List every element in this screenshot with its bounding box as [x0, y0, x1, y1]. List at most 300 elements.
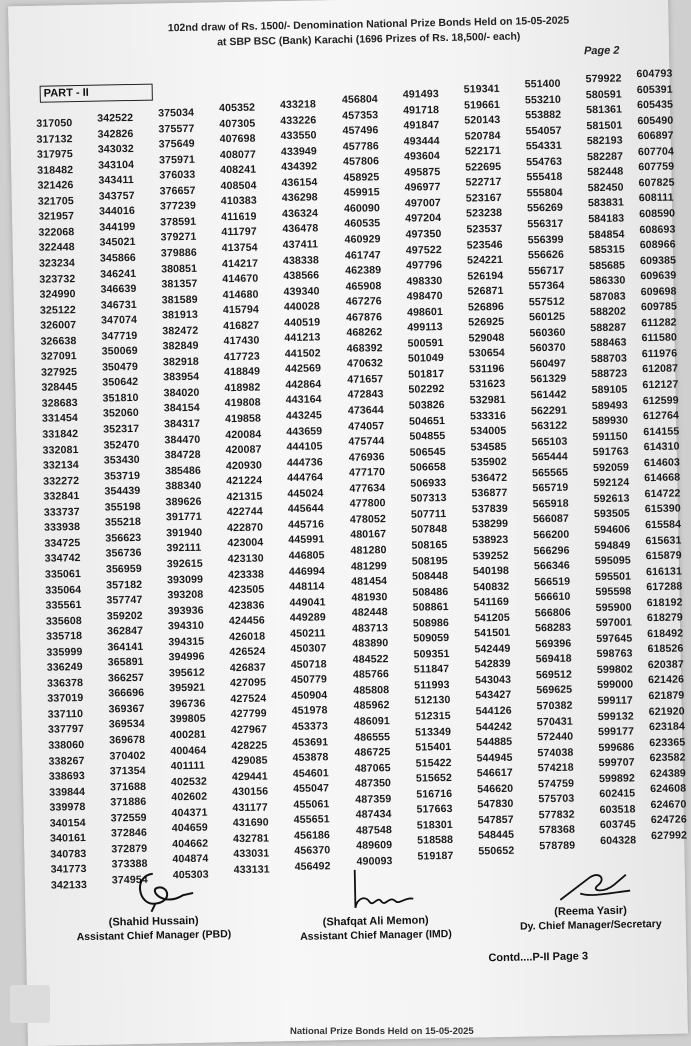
bond-number: 551400 — [524, 77, 561, 91]
bond-number: 377239 — [159, 200, 196, 213]
bond-number: 523238 — [466, 207, 503, 220]
bond-number: 344199 — [99, 220, 136, 234]
bond-number: 507848 — [411, 523, 448, 537]
signature-scribble-icon — [93, 865, 214, 917]
bond-number: 609639 — [640, 269, 677, 283]
bond-number: 540198 — [472, 564, 510, 578]
bond-number: 382849 — [162, 339, 199, 353]
bond-number: 356623 — [105, 531, 142, 545]
bond-number: 561442 — [530, 388, 567, 402]
bond-number: 589105 — [591, 383, 628, 397]
bond-number: 333938 — [43, 521, 81, 535]
bond-number: 586330 — [589, 274, 626, 288]
bond-number: 519661 — [463, 98, 501, 112]
bond-number: 589930 — [592, 414, 629, 428]
bond-number: 500591 — [407, 336, 444, 350]
bond-number: 334742 — [44, 552, 81, 566]
bond-number: 599117 — [597, 694, 633, 708]
bond-number: 486555 — [354, 730, 391, 744]
bond-number: 611580 — [641, 331, 678, 345]
bond-number: 483890 — [352, 637, 389, 651]
bond-number: 599707 — [598, 756, 635, 770]
bond-number: 375034 — [158, 106, 195, 120]
bond-number: 612599 — [642, 394, 679, 407]
bond-number: 450904 — [291, 689, 328, 702]
bond-number: 593505 — [593, 507, 630, 521]
bond-number: 342522 — [97, 111, 134, 125]
bond-number: 614603 — [643, 456, 681, 469]
bond-number: 501049 — [407, 352, 444, 366]
bond-number: 339844 — [49, 785, 86, 799]
bond-number: 515422 — [415, 756, 452, 770]
bond-number: 372879 — [111, 842, 148, 856]
bond-number: 507711 — [410, 507, 447, 521]
bond-number: 605391 — [636, 83, 673, 96]
bond-number: 340161 — [49, 832, 87, 845]
bond-number: 555418 — [526, 171, 563, 184]
bond-number: 322068 — [38, 225, 75, 239]
bond-number: 384154 — [163, 402, 200, 415]
bond-number: 506933 — [410, 476, 447, 490]
bond-number: 366257 — [107, 671, 145, 685]
bond-number: 379886 — [160, 246, 197, 260]
bond-number: 554057 — [525, 124, 562, 138]
bond-number: 443659 — [286, 424, 323, 438]
bond-number: 542839 — [474, 658, 511, 671]
bond-number: 335061 — [44, 567, 82, 581]
bond-number: 417430 — [223, 334, 260, 348]
part-label: PART - II — [40, 84, 153, 103]
bond-number: 599892 — [598, 772, 636, 785]
bond-number: 612764 — [642, 409, 680, 423]
signature-block-3 — [495, 862, 686, 934]
bond-number: 507313 — [410, 492, 447, 505]
bond-number: 455061 — [293, 798, 330, 811]
bond-number: 462389 — [345, 264, 382, 277]
corner-stamp — [10, 985, 50, 1023]
bond-number: 369367 — [108, 702, 145, 716]
bond-number: 346241 — [100, 267, 137, 281]
bond-number: 584183 — [588, 212, 625, 226]
bond-number: 450779 — [290, 673, 328, 687]
bond-number: 423836 — [228, 599, 265, 612]
bond-number: 456186 — [293, 829, 331, 842]
bond-number: 508195 — [411, 554, 448, 568]
bond-number: 582193 — [586, 134, 623, 148]
bond-number: 423130 — [227, 552, 264, 566]
bond-number: 430156 — [232, 785, 269, 799]
bond-number: 381913 — [161, 308, 199, 322]
bond-number: 491847 — [403, 119, 440, 132]
bond-number: 404659 — [171, 821, 208, 835]
bond-number: 608693 — [639, 223, 676, 236]
bond-number: 437411 — [282, 238, 319, 252]
bond-number: 357747 — [106, 593, 143, 607]
bond-number: 595900 — [595, 601, 632, 614]
bond-number: 347719 — [101, 329, 138, 343]
bond-number: 621920 — [648, 705, 685, 718]
bond-number: 531623 — [469, 378, 506, 391]
bond-number: 509351 — [413, 647, 450, 661]
bond-number: 508861 — [412, 601, 449, 614]
bond-number: 381357 — [161, 277, 198, 291]
bond-number: 332841 — [43, 490, 80, 503]
bond-number: 340783 — [50, 847, 87, 861]
bond-number: 588202 — [589, 305, 627, 319]
bond-number: 595095 — [594, 554, 631, 568]
bond-number: 340154 — [49, 816, 86, 830]
bond-number: 583831 — [587, 196, 625, 210]
bond-number: 532981 — [469, 393, 506, 407]
bond-number: 373388 — [111, 858, 148, 871]
bond-number: 592613 — [593, 492, 630, 506]
bond-number: 337019 — [47, 692, 84, 706]
bond-number: 372846 — [110, 827, 148, 840]
bond-number: 433218 — [279, 98, 317, 112]
bond-number: 497796 — [405, 259, 443, 272]
bond-number: 620387 — [647, 658, 684, 672]
bond-number: 351810 — [102, 391, 139, 405]
bond-number: 453691 — [292, 735, 329, 749]
bond-number: 522717 — [465, 176, 502, 189]
bond-number: 517663 — [416, 803, 453, 816]
bond-number: 618526 — [647, 642, 684, 656]
bond-number: 556717 — [528, 264, 565, 277]
bond-number: 498470 — [406, 290, 443, 303]
bond-number: 426018 — [229, 630, 266, 643]
bond-number: 439340 — [283, 285, 320, 298]
bond-number: 565565 — [532, 466, 569, 480]
bond-number: 574038 — [537, 746, 574, 759]
bond-number: 323234 — [38, 257, 76, 270]
bond-number: 582450 — [587, 181, 624, 195]
bond-number: 497522 — [405, 243, 442, 257]
bond-number: 440519 — [284, 316, 321, 329]
bond-number: 544242 — [475, 720, 513, 734]
bond-number: 550652 — [478, 844, 515, 858]
bond-number: 608111 — [638, 191, 674, 205]
bond-number: 421224 — [226, 474, 263, 488]
bond-number: 454601 — [292, 766, 329, 780]
bond-number: 522171 — [464, 145, 501, 158]
bond-number: 371354 — [109, 764, 146, 778]
bond-number: 342133 — [50, 878, 88, 892]
bond-number: 497350 — [405, 227, 442, 241]
bond-number: 618192 — [646, 596, 683, 609]
bond-number: 411797 — [221, 225, 257, 239]
bond-number: 544126 — [475, 704, 512, 718]
bond-number: 480167 — [350, 528, 387, 542]
bond-number: 429085 — [231, 754, 268, 768]
bond-number: 401111 — [170, 759, 205, 773]
document-header — [158, 13, 578, 51]
bond-number: 423004 — [227, 536, 264, 550]
bond-number: 566806 — [534, 606, 571, 620]
bond-number: 481930 — [351, 590, 388, 604]
bond-number: 519187 — [417, 849, 454, 863]
bond-number: 384317 — [164, 417, 201, 431]
bond-number: 352060 — [102, 407, 139, 421]
bond-number: 419858 — [224, 412, 262, 426]
bond-number: 317132 — [36, 132, 73, 146]
bond-number: 568283 — [534, 621, 572, 635]
bond-number: 548445 — [477, 829, 515, 842]
bond-number: 328445 — [41, 381, 78, 395]
bond-number: 378591 — [160, 215, 197, 229]
bond-number: 569625 — [536, 684, 573, 697]
bond-number: 531196 — [469, 362, 505, 376]
bond-number: 436298 — [281, 191, 318, 205]
bond-number: 359202 — [106, 609, 143, 623]
bond-number: 597001 — [595, 616, 633, 630]
bond-number: 536877 — [471, 487, 508, 500]
bond-number: 321957 — [37, 210, 75, 224]
bond-number: 431177 — [232, 801, 268, 814]
bond-number: 445024 — [287, 487, 324, 500]
bond-number: 389626 — [165, 495, 202, 509]
bond-number: 418982 — [224, 381, 261, 395]
bond-number: 491718 — [403, 103, 440, 117]
bond-number: 341773 — [50, 863, 87, 877]
bond-number: 420084 — [225, 428, 262, 441]
bond-number: 375577 — [158, 122, 195, 136]
bond-number: 605435 — [636, 98, 674, 112]
bond-number: 317050 — [36, 117, 73, 130]
bond-number: 392615 — [166, 557, 203, 571]
bond-number: 459915 — [343, 186, 380, 200]
bond-number: 621879 — [648, 689, 685, 703]
bond-number: 461747 — [344, 248, 381, 262]
bond-number: 418849 — [224, 365, 261, 379]
bond-number: 356959 — [105, 562, 142, 576]
bond-number: 556317 — [527, 217, 564, 231]
bond-number: 497007 — [404, 196, 441, 210]
bond-number: 477634 — [349, 481, 386, 495]
bond-number: 436478 — [282, 222, 319, 236]
bond-number: 481280 — [350, 544, 387, 557]
bond-number: 460090 — [343, 202, 381, 215]
bond-number: 566519 — [534, 575, 571, 588]
bond-number: 599132 — [597, 710, 634, 723]
bond-number: 444736 — [286, 456, 323, 469]
bond-number: 512315 — [414, 709, 451, 723]
bond-number: 614722 — [644, 487, 681, 501]
bond-number: 445991 — [288, 533, 325, 547]
bond-number: 450211 — [290, 627, 326, 640]
bond-number: 499113 — [407, 321, 443, 334]
bond-number: 326638 — [40, 334, 77, 348]
bond-number: 427799 — [230, 707, 267, 721]
bond-number: 438566 — [283, 269, 320, 283]
bond-number: 393208 — [167, 588, 204, 602]
bond-number: 560125 — [529, 310, 566, 324]
bond-number: 420087 — [225, 443, 262, 457]
bond-number: 608590 — [639, 207, 676, 221]
bond-number: 477800 — [349, 497, 386, 511]
bond-number: 434392 — [281, 160, 318, 174]
bond-number: 343411 — [98, 174, 134, 187]
bond-number: 457806 — [342, 155, 380, 169]
bond-number: 385486 — [164, 464, 202, 478]
bond-number: 372559 — [110, 811, 147, 825]
bond-number: 394996 — [168, 650, 205, 664]
bond-number: 353719 — [103, 469, 141, 483]
bond-number: 595598 — [595, 585, 632, 599]
bond-number: 508486 — [412, 585, 449, 599]
bond-number: 598763 — [596, 647, 633, 661]
bond-number: 512130 — [414, 694, 451, 708]
bond-number: 342826 — [97, 127, 134, 141]
bond-number: 537839 — [471, 502, 508, 516]
bond-number: 553210 — [524, 93, 562, 106]
bond-number: 407698 — [219, 132, 256, 146]
bond-number: 485962 — [353, 699, 390, 713]
bond-number: 391771 — [165, 511, 202, 524]
bond-number: 453373 — [291, 720, 329, 734]
bond-number: 400464 — [170, 744, 207, 757]
bond-number: 485808 — [353, 684, 390, 697]
bond-number: 388340 — [165, 479, 202, 493]
bond-number: 345866 — [99, 251, 136, 265]
bond-number: 394310 — [167, 619, 205, 633]
bond-number: 465908 — [345, 279, 382, 293]
bond-number: 457786 — [342, 139, 379, 153]
bond-number: 433550 — [280, 129, 317, 143]
bond-number: 506545 — [409, 445, 446, 459]
bond-number: 404371 — [171, 806, 208, 820]
bond-number: 611282 — [641, 316, 677, 330]
bond-number: 541169 — [473, 595, 510, 609]
bond-number: 474057 — [348, 419, 385, 433]
bond-number: 522695 — [465, 160, 502, 174]
bond-number: 431690 — [232, 816, 269, 830]
bond-number: 394315 — [168, 635, 205, 649]
bond-number: 343032 — [97, 143, 134, 156]
bond-number: 331454 — [41, 412, 79, 426]
bond-number: 599177 — [597, 725, 635, 739]
bond-number: 370402 — [109, 749, 146, 763]
bond-number: 456492 — [294, 860, 331, 873]
bond-number: 416827 — [223, 319, 260, 332]
bond-number: 411619 — [221, 210, 257, 224]
bond-number: 352470 — [103, 438, 140, 452]
bond-number: 624726 — [650, 813, 687, 827]
bond-number: 575703 — [538, 792, 575, 806]
bond-number: 427095 — [229, 676, 267, 690]
bond-number: 384020 — [163, 386, 200, 400]
bond-number: 605490 — [637, 114, 674, 127]
bond-number: 482448 — [351, 606, 388, 619]
bond-number: 322448 — [38, 241, 75, 255]
bond-number: 493604 — [403, 150, 441, 163]
bond-number: 504855 — [409, 430, 446, 443]
bond-number: 627992 — [650, 829, 688, 843]
bond-number: 432781 — [232, 832, 270, 846]
bond-number: 328683 — [41, 396, 78, 410]
bond-number: 369534 — [108, 718, 145, 731]
bond-number: 443164 — [285, 393, 322, 407]
bond-number: 415794 — [222, 303, 259, 317]
bond-number: 508986 — [412, 616, 450, 630]
bond-number: 602415 — [599, 787, 636, 801]
bond-number: 570382 — [536, 699, 573, 713]
bond-number: 404874 — [172, 853, 209, 866]
bond-number: 519341 — [463, 82, 500, 96]
bond-number: 582448 — [587, 165, 624, 179]
bond-number: 323732 — [39, 272, 76, 286]
bond-number: 427524 — [230, 692, 267, 706]
bond-number: 487350 — [354, 777, 392, 791]
bond-number: 487065 — [354, 761, 391, 775]
bond-number: 453878 — [292, 751, 329, 765]
bond-number: 443245 — [285, 409, 323, 423]
bond-number: 481454 — [351, 575, 388, 588]
page-number: Page 2 — [583, 44, 620, 58]
bond-number: 426837 — [229, 661, 266, 674]
bond-number: 375971 — [158, 153, 196, 167]
bond-number: 404662 — [172, 837, 209, 851]
bond-number: 350069 — [101, 345, 138, 358]
bond-number: 407305 — [219, 117, 256, 130]
bond-number: 502292 — [408, 383, 445, 397]
bond-number: 572440 — [537, 730, 574, 744]
bond-number: 449041 — [289, 595, 326, 609]
bond-number: 449289 — [289, 611, 326, 625]
bond-number: 336378 — [46, 676, 84, 690]
bond-number: 321705 — [37, 194, 74, 208]
bond-number: 566346 — [533, 559, 570, 573]
bond-number: 332081 — [42, 443, 79, 457]
bond-number: 326007 — [40, 319, 77, 332]
bond-number: 539252 — [472, 549, 509, 563]
bond-number: 556626 — [527, 248, 565, 262]
bond-number: 565103 — [531, 435, 568, 449]
bond-number: 544885 — [476, 735, 513, 749]
bond-number: 383954 — [163, 371, 200, 384]
bond-number: 346731 — [100, 298, 137, 312]
bond-number: 618279 — [646, 611, 683, 625]
bond-number: 486725 — [354, 746, 391, 759]
signature-scribble-icon — [315, 866, 436, 916]
bond-number: 332134 — [42, 459, 79, 472]
bond-number: 547830 — [477, 798, 514, 811]
bond-number: 457496 — [342, 124, 379, 138]
bond-number: 560497 — [529, 357, 567, 371]
bond-number: 423505 — [228, 583, 265, 597]
bond-number: 618492 — [647, 627, 684, 640]
bond-number: 410383 — [220, 194, 257, 208]
signature-block-1 — [50, 863, 254, 944]
bond-number: 504651 — [408, 414, 446, 428]
bond-number: 520784 — [464, 129, 501, 143]
next-page-header-fragment: National Prize Bonds Held on 15-05-2025 — [290, 1026, 474, 1037]
bond-number: 327091 — [40, 350, 77, 364]
bond-number: 615390 — [644, 502, 681, 516]
bond-number: 426524 — [229, 645, 266, 659]
bond-number: 588723 — [591, 367, 628, 381]
bond-number: 520143 — [464, 114, 501, 127]
bond-number: 476936 — [348, 450, 385, 464]
bond-number: 382472 — [162, 324, 199, 338]
bond-number: 587083 — [589, 290, 626, 303]
bond-number: 604793 — [636, 67, 673, 81]
bond-number: 421315 — [226, 490, 263, 503]
bond-number: 591150 — [592, 430, 628, 443]
bond-number: 332272 — [43, 474, 80, 488]
bond-number: 560370 — [529, 342, 566, 355]
bond-number: 561329 — [530, 373, 567, 386]
bond-number: 417723 — [223, 350, 260, 364]
